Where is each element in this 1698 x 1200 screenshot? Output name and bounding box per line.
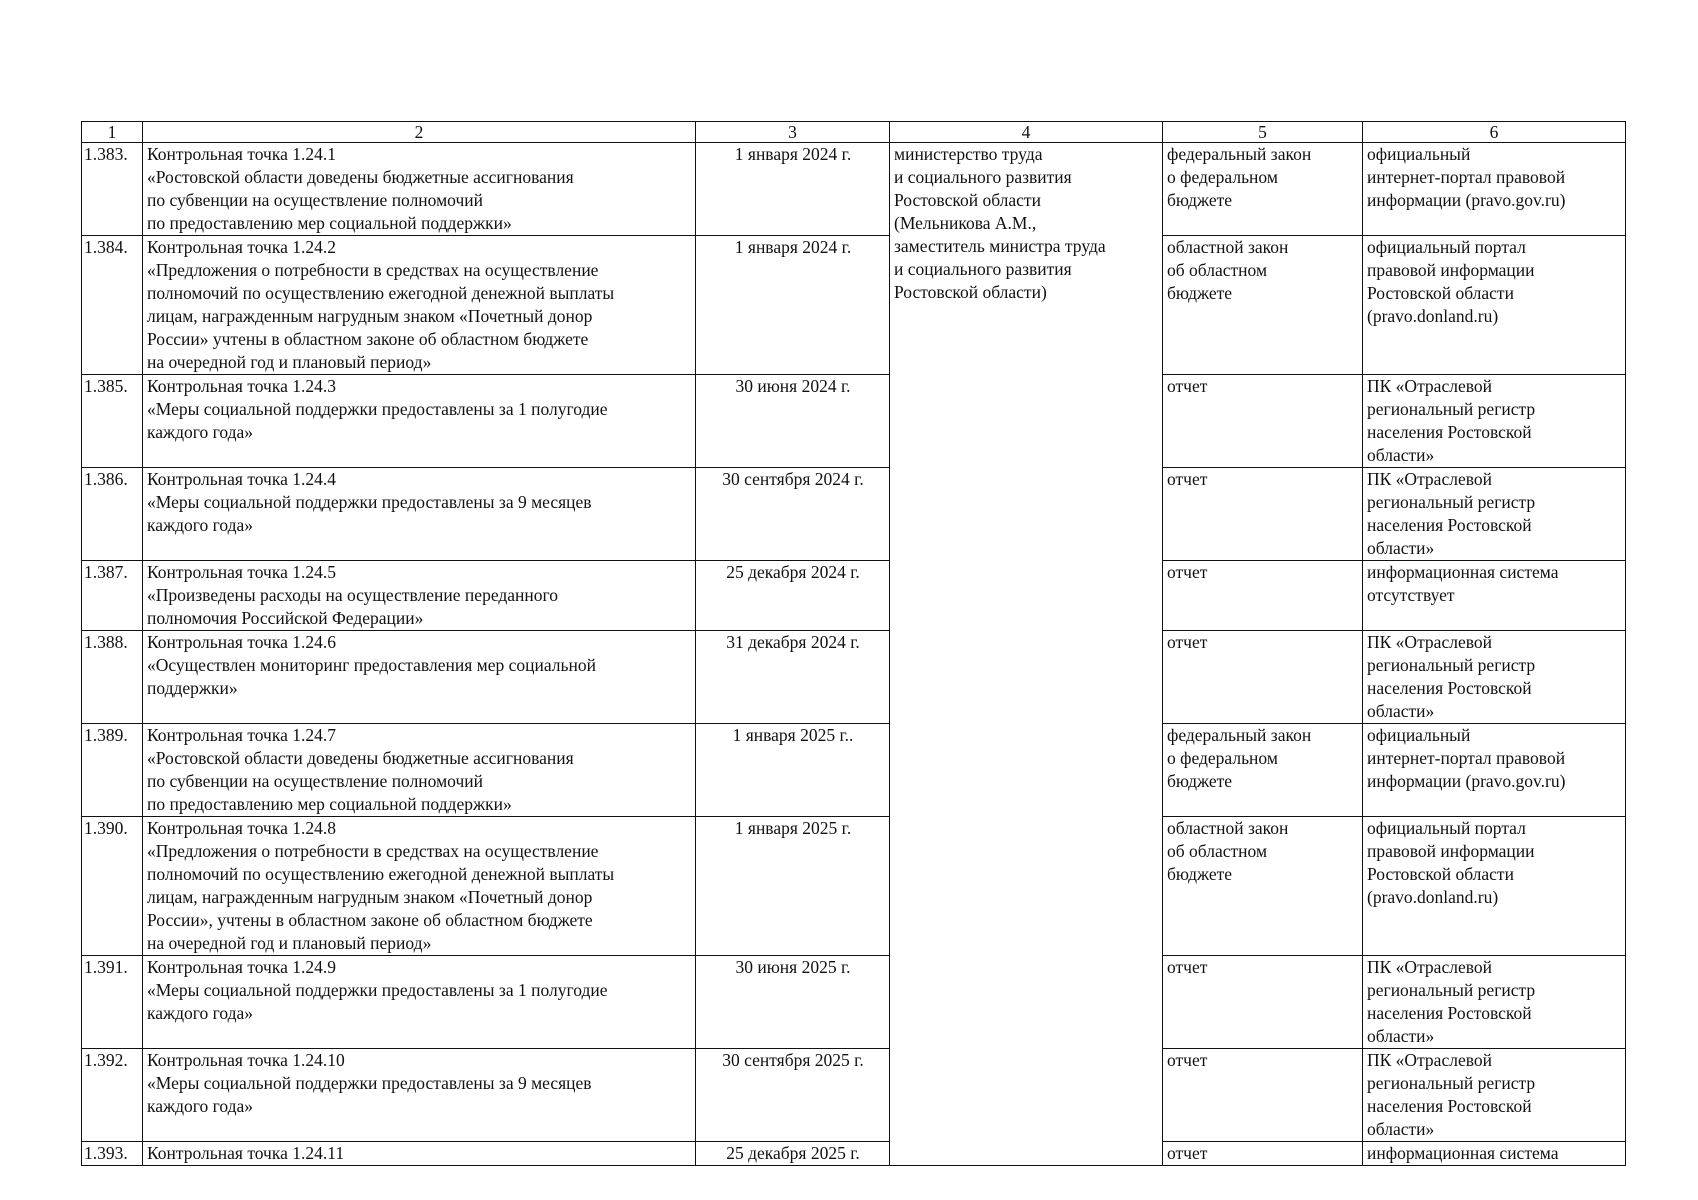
column-number: 2	[143, 122, 696, 143]
document-type: отчет	[1163, 1142, 1363, 1166]
table-row	[82, 236, 1626, 375]
document-type: отчет	[1163, 1049, 1363, 1142]
row-number: 1.385.	[82, 375, 143, 468]
row-number: 1.383.	[82, 143, 143, 236]
document-type: федеральный закон о федеральном бюджете	[1163, 724, 1363, 817]
document-type: отчет	[1163, 561, 1363, 631]
document-type: областной закон об областном бюджете	[1163, 817, 1363, 956]
information-system: информационная система отсутствует	[1363, 561, 1626, 631]
row-number: 1.390.	[82, 817, 143, 956]
information-system: ПК «Отраслевой региональный регистр населения Ростовской области»	[1363, 956, 1626, 1049]
due-date: 30 июня 2025 г.	[696, 956, 890, 1049]
row-number: 1.386.	[82, 468, 143, 561]
table-row	[82, 724, 1626, 817]
table-row	[82, 1142, 1626, 1166]
control-point-text: Контрольная точка 1.24.2 «Предложения о потребности в средствах на осуществление полномочий по осуществлению ежегодной денежной выплаты лицам, награжденным нагрудным знаком «Почетный донор России» учтены в областном законе об областном бюджете на очередной год и плановый период»	[143, 236, 696, 375]
control-point-text: Контрольная точка 1.24.6 «Осуществлен мониторинг предоставления мер социальной поддержки»	[143, 631, 696, 724]
row-number: 1.387.	[82, 561, 143, 631]
information-system: ПК «Отраслевой региональный регистр населения Ростовской области»	[1363, 1049, 1626, 1142]
table-row	[82, 1049, 1626, 1142]
document-type: отчет	[1163, 375, 1363, 468]
document-type: отчет	[1163, 468, 1363, 561]
row-number: 1.389.	[82, 724, 143, 817]
control-point-text: Контрольная точка 1.24.4 «Меры социальной поддержки предоставлены за 9 месяцев каждого года»	[143, 468, 696, 561]
control-points-table	[81, 121, 1626, 1166]
row-number: 1.384.	[82, 236, 143, 375]
row-number: 1.391.	[82, 956, 143, 1049]
control-point-text: Контрольная точка 1.24.7 «Ростовской области доведены бюджетные ассигнования по субвенции на осуществление полномочий по предоставлению мер социальной поддержки»	[143, 724, 696, 817]
document-type: областной закон об областном бюджете	[1163, 236, 1363, 375]
information-system: официальный портал правовой информации Ростовской области (pravo.donland.ru)	[1363, 817, 1626, 956]
table-row	[82, 817, 1626, 956]
table-row	[82, 468, 1626, 561]
due-date: 1 января 2024 г.	[696, 236, 890, 375]
due-date: 30 июня 2024 г.	[696, 375, 890, 468]
column-number-row	[82, 122, 1626, 143]
row-number: 1.392.	[82, 1049, 143, 1142]
control-point-text: Контрольная точка 1.24.5 «Произведены расходы на осуществление переданного полномочия Российской Федерации»	[143, 561, 696, 631]
information-system: ПК «Отраслевой региональный регистр населения Ростовской области»	[1363, 375, 1626, 468]
column-number: 3	[696, 122, 890, 143]
due-date: 31 декабря 2024 г.	[696, 631, 890, 724]
due-date: 30 сентября 2024 г.	[696, 468, 890, 561]
due-date: 25 декабря 2024 г.	[696, 561, 890, 631]
row-number: 1.393.	[82, 1142, 143, 1166]
due-date: 1 января 2025 г.	[696, 817, 890, 956]
information-system: официальный интернет-портал правовой информации (pravo.gov.ru)	[1363, 724, 1626, 817]
information-system: ПК «Отраслевой региональный регистр населения Ростовской области»	[1363, 468, 1626, 561]
due-date: 1 января 2024 г.	[696, 143, 890, 236]
document-type: федеральный закон о федеральном бюджете	[1163, 143, 1363, 236]
due-date: 30 сентября 2025 г.	[696, 1049, 890, 1142]
control-point-text: Контрольная точка 1.24.1 «Ростовской области доведены бюджетные ассигнования по субвенции на осуществление полномочий по предоставлению мер социальной поддержки»	[143, 143, 696, 236]
control-point-text: Контрольная точка 1.24.3 «Меры социальной поддержки предоставлены за 1 полугодие каждого года»	[143, 375, 696, 468]
due-date: 25 декабря 2025 г.	[696, 1142, 890, 1166]
control-point-text: Контрольная точка 1.24.8 «Предложения о потребности в средствах на осуществление полномочий по осуществлению ежегодной денежной выплаты лицам, награжденным нагрудным знаком «Почетный донор России», учтены в областном законе об областном бюджете на очередной год и плановый период»	[143, 817, 696, 956]
control-point-text: Контрольная точка 1.24.11	[143, 1142, 696, 1166]
due-date: 1 января 2025 г..	[696, 724, 890, 817]
information-system: официальный портал правовой информации Ростовской области (pravo.donland.ru)	[1363, 236, 1626, 375]
information-system: ПК «Отраслевой региональный регистр населения Ростовской области»	[1363, 631, 1626, 724]
table-row	[82, 956, 1626, 1049]
table-row	[82, 143, 1626, 236]
column-number: 1	[82, 122, 143, 143]
responsible-executor: министерство труда и социального развития Ростовской области (Мельникова А.М., заместитель министра труда и социального развития Ростовской области)	[890, 143, 1163, 1166]
table-row	[82, 631, 1626, 724]
column-number: 5	[1163, 122, 1363, 143]
table-row	[82, 561, 1626, 631]
information-system: информационная система	[1363, 1142, 1626, 1166]
document-type: отчет	[1163, 631, 1363, 724]
row-number: 1.388.	[82, 631, 143, 724]
document-type: отчет	[1163, 956, 1363, 1049]
control-point-text: Контрольная точка 1.24.10 «Меры социальной поддержки предоставлены за 9 месяцев каждого года»	[143, 1049, 696, 1142]
information-system: официальный интернет-портал правовой информации (pravo.gov.ru)	[1363, 143, 1626, 236]
column-number: 4	[890, 122, 1163, 143]
table-row	[82, 375, 1626, 468]
column-number: 6	[1363, 122, 1626, 143]
control-point-text: Контрольная точка 1.24.9 «Меры социальной поддержки предоставлены за 1 полугодие каждого года»	[143, 956, 696, 1049]
